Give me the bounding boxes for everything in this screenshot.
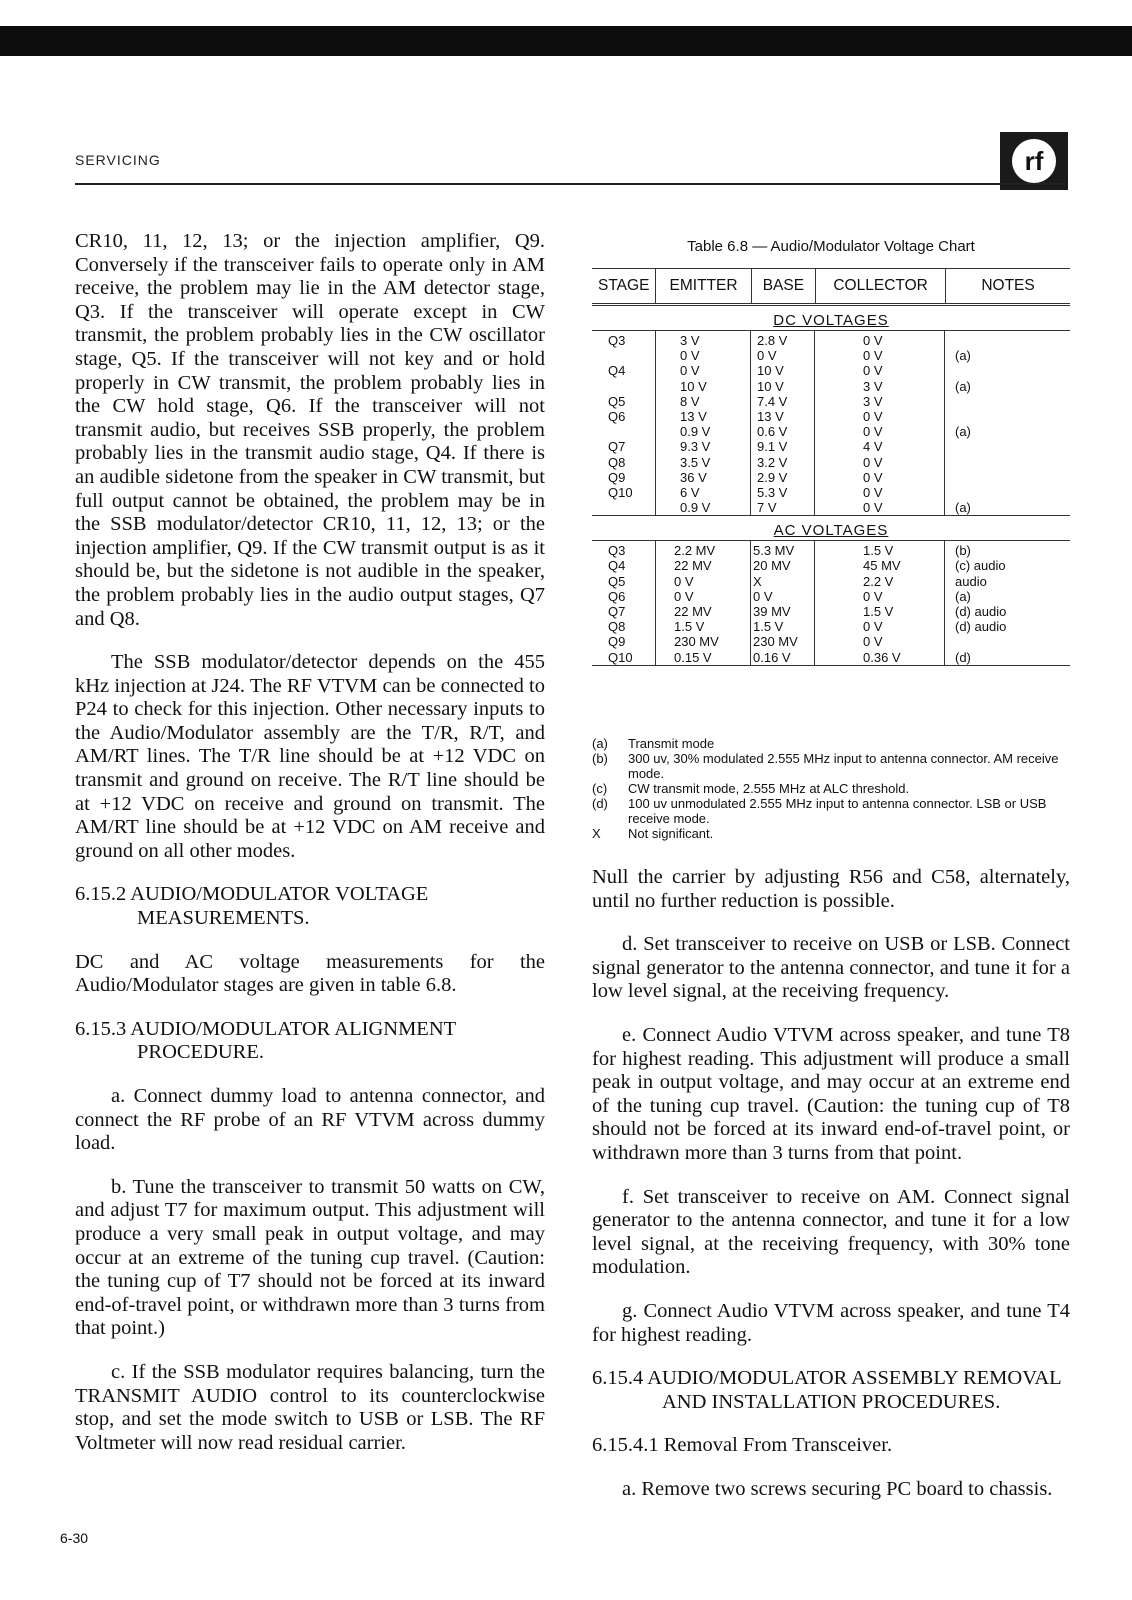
table-cell: Q10	[608, 649, 633, 665]
page-number: 6-30	[60, 1530, 89, 1546]
table-cell: 3 V	[680, 333, 700, 348]
table-cell: 8 V	[680, 393, 700, 409]
table-cell: 10 V	[757, 378, 784, 394]
footnote: (a) Transmit mode	[592, 736, 715, 751]
table-cell	[955, 439, 1067, 454]
right-column	[592, 866, 1070, 1521]
table-cell: 0.9 V	[680, 500, 711, 516]
table-cell: (d) audio	[955, 619, 1007, 635]
table-cell: Q9	[608, 634, 626, 650]
table-cell: Q8	[608, 454, 626, 470]
ac-stage-column	[592, 541, 656, 665]
table-cell: 20 MV	[753, 558, 791, 574]
table-cell: (d)	[955, 649, 971, 665]
table-cell: 0.9 V	[680, 424, 711, 440]
rf-logo-icon: rf	[1012, 139, 1056, 183]
table-cell: 7.4 V	[757, 393, 788, 409]
heading-removal-from-transceiver: 6.15.4.1 Removal From Transceiver.	[592, 1434, 893, 1457]
step-f: f. Set transceiver to receive on AM. Connect signal generator to the antenna connector, and tune it for a low level signal, at the receiving frequency, with 30% tone modulation.	[592, 1185, 1070, 1279]
dc-voltages-grid	[592, 331, 1070, 516]
table-cell: 0 V	[863, 484, 883, 500]
heading-removal-installation: 6.15.4 AUDIO/MODULATOR ASSEMBLY REMOVAL AND INSTALLATION PROCEDURES.	[592, 1367, 1061, 1413]
table-cell: (c) audio	[955, 558, 1006, 574]
step-g: g. Connect Audio VTVM across speaker, and tune T4 for highest reading.	[592, 1299, 1070, 1346]
table-cell: (d) audio	[955, 604, 1007, 619]
step-a: a. Connect dummy load to antenna connector, and connect the RF probe of an RF VTVM across dummy load.	[75, 1085, 545, 1155]
step-c: c. If the SSB modulator requires balancing, turn the TRANSMIT AUDIO control to its counterclockwise stop, and set the mode switch to USB or LSB. The RF Voltmeter will now read residual carrier.	[75, 1360, 545, 1454]
table-cell: 45 MV	[863, 558, 901, 574]
table-cell: (a)	[955, 588, 971, 604]
table-cell: (a)	[955, 424, 971, 440]
header-rule	[75, 183, 1065, 185]
table-cell: X	[753, 573, 762, 589]
table-cell: 2.9 V	[757, 469, 788, 485]
footnote: X Not significant.	[592, 826, 714, 841]
table-cell: Q7	[608, 604, 626, 619]
table-cell: 0 V	[863, 469, 883, 485]
table-cell: 1.5 V	[753, 619, 784, 635]
table-cell: 0 V	[863, 333, 883, 348]
table-cell	[608, 348, 652, 363]
ssb-injection-paragraph: The SSB modulator/detector depends on the 455 kHz injection at J24. The RF VTVM can be connected to P24 to check for this injection. Other necessary inputs to the Audio/Modulator assembly are the T/R, R/T, and AM/RT lines. The T/R line should be at +12 VDC on transmit and ground on receive. The R/T line should be at +12 VDC on receive and ground on transmit. The AM/RT line should be at +12 VDC on AM receive and ground on all other modes.	[75, 651, 545, 862]
table-cell: 5.3 V	[757, 484, 788, 500]
heading-voltage-measurements: 6.15.2 AUDIO/MODULATOR VOLTAGE MEASUREMENTS.	[75, 883, 429, 930]
table-cell: 2.2 V	[863, 573, 894, 589]
table-cell: 5.3 MV	[753, 543, 795, 559]
table-cell: Q6	[608, 408, 626, 424]
table-cell	[955, 485, 1067, 500]
footnote: (d) 100 uv unmodulated 2.555 MHz input to antenna connector. LSB or USB receive mode.	[592, 796, 1047, 826]
table-cell: 0 V	[863, 588, 883, 604]
table-cell: 9.3 V	[680, 439, 711, 455]
table-cell: Q3	[608, 543, 626, 559]
table-cell: 0 V	[757, 348, 777, 364]
footnote: (b) 300 uv, 30% modulated 2.555 MHz input to antenna connector. AM receive mode.	[592, 751, 1059, 781]
table-cell: (a)	[955, 348, 971, 364]
table-cell: 0 V	[863, 619, 883, 635]
table-cell: 3.5 V	[680, 454, 711, 470]
dc-stage-column	[592, 331, 656, 515]
table-cell: 0 V	[674, 588, 694, 604]
col-header-collector: COLLECTOR	[816, 269, 946, 303]
table-cell: Q9	[608, 469, 626, 485]
table-cell: 10 V	[680, 378, 707, 394]
heading-alignment-procedure: 6.15.3 AUDIO/MODULATOR ALIGNMENT PROCEDURE.	[75, 1017, 456, 1064]
table-cell: Q5	[608, 573, 626, 589]
table-cell: 230 MV	[753, 634, 798, 650]
table-cell: Q8	[608, 619, 626, 635]
table-cell: 0 V	[753, 588, 773, 604]
dc-emitter-column	[656, 331, 751, 515]
ac-emitter-column	[656, 541, 751, 665]
table-cell	[955, 455, 1067, 470]
table-cell: 13 V	[757, 408, 784, 424]
col-header-emitter: EMITTER	[656, 269, 751, 303]
table-cell	[955, 363, 1067, 378]
table-cell: Q3	[608, 333, 626, 348]
dc-notes-column	[945, 331, 1070, 515]
top-scan-bar	[0, 26, 1132, 56]
table-cell: 0 V	[863, 634, 883, 650]
col-header-notes: NOTES	[981, 277, 1035, 294]
table-cell: 0.16 V	[753, 649, 791, 665]
table-cell: 2.2 MV	[674, 543, 716, 559]
table-cell: 1.5 V	[863, 543, 894, 559]
table-cell	[608, 500, 652, 515]
table-cell: 13 V	[680, 408, 707, 424]
table-cell: Q6	[608, 588, 626, 604]
table-cell	[955, 333, 1067, 348]
ac-base-column	[751, 541, 815, 665]
table-cell: 7 V	[757, 500, 777, 516]
voltage-table	[592, 268, 1070, 666]
table-cell: 9.1 V	[757, 439, 788, 455]
table-cell	[955, 409, 1067, 424]
step-b: b. Tune the transceiver to transmit 50 watts on CW, and adjust T7 for maximum output. This adjustment will produce a very small peak in output voltage, and may occur at an extreme of the tuning cup travel. (Caution: the tuning cup of T7 should not be forced at its inward end-of-travel point, or withdrawn more than 3 turns from that point.)	[75, 1175, 545, 1340]
troubleshooting-paragraph: CR10, 11, 12, 13; or the injection amplifier, Q9. Conversely if the transceiver fails to operate only in AM receive, the problem may lie in the AM detector stage, Q3. If the transceiver will operate except in CW transmit, the problem probably lies in the CW oscillator stage, Q5. If the transceiver will not key and or hold properly in CW transmit, the problem probably lies in the CW hold stage, Q6. If the transceiver will not transmit audio, but receives SSB properly, the problem probably lies in the transmit audio stage, Q4. If there is an audible sidetone from the speaker in CW transmit, but full output cannot be obtained, the problem may be in the SSB modulator/detector CR10, 11, 12, 13; or the injection amplifier, Q9. If the CW transmit output is as it should be, but the sidetone is not audible in the speaker, the problem probably lies in the audio output stages, Q7 and Q8.	[75, 230, 545, 630]
table-cell: Q7	[608, 439, 626, 455]
left-column	[75, 230, 545, 1475]
table-cell: 39 MV	[753, 604, 791, 619]
table-footnotes	[592, 736, 1070, 841]
table-cell: (b)	[955, 543, 971, 559]
table-cell	[955, 634, 1067, 649]
table-cell: 2.8 V	[757, 333, 788, 348]
table-cell: Q10	[608, 484, 633, 500]
step-e: e. Connect Audio VTVM across speaker, and tune T8 for highest reading. This adjustment will produce a small peak in output voltage, and may occur at an extreme end of the tuning cup travel. (Caution: the tuning cup of T8 should not be forced at its inward end-of-travel point, or withdrawn more than 3 turns from that point.	[592, 1023, 1070, 1164]
table-cell	[608, 424, 652, 439]
table-cell: (a)	[955, 378, 971, 394]
step-d: d. Set transceiver to receive on USB or LSB. Connect signal generator to the antenna connector, and tune it for a low level signal, at the receiving frequency.	[592, 933, 1070, 1003]
section-label: SERVICING	[75, 152, 161, 168]
table-cell: Q4	[608, 363, 626, 379]
table-cell	[955, 470, 1067, 485]
table-cell: 0 V	[680, 348, 700, 364]
voltage-measurements-paragraph: DC and AC voltage measurements for the Audio/Modulator stages are given in table 6.8.	[75, 950, 545, 997]
rf-logo	[1000, 132, 1068, 190]
col-header-base: BASE	[752, 269, 816, 303]
table-cell	[955, 394, 1067, 409]
table-cell: audio	[955, 573, 987, 589]
table-cell: 0 V	[680, 363, 700, 379]
table-cell: 10 V	[757, 363, 784, 379]
table-header	[592, 268, 1070, 306]
dc-voltages-label: DC VOLTAGES	[592, 306, 1070, 331]
removal-step-a: a. Remove two screws securing PC board to chassis.	[622, 1477, 1053, 1500]
ac-collector-column	[815, 541, 945, 665]
table-cell: 0.6 V	[757, 424, 788, 440]
dc-collector-column	[815, 331, 945, 515]
table-cell: 3 V	[863, 393, 883, 409]
table-cell: 0.15 V	[674, 649, 712, 665]
table-cell: Q4	[608, 558, 626, 574]
table-title: Table 6.8 — Audio/Modulator Voltage Chart	[687, 238, 975, 255]
table-cell: Q5	[608, 393, 626, 409]
table-cell: 0 V	[863, 454, 883, 470]
table-cell: 22 MV	[674, 558, 712, 574]
table-cell: 22 MV	[674, 604, 712, 619]
table-cell: 0 V	[863, 363, 883, 379]
table-cell: 0 V	[863, 424, 883, 440]
null-carrier-paragraph: Null the carrier by adjusting R56 and C58, alternately, until no further reduction is possible.	[592, 866, 1070, 912]
table-cell: 1.5 V	[863, 604, 894, 619]
ac-voltages-label: AC VOLTAGES	[592, 516, 1070, 541]
table-cell: (a)	[955, 500, 971, 516]
footnote: (c) CW transmit mode, 2.555 MHz at ALC threshold.	[592, 781, 910, 796]
ac-voltages-grid	[592, 541, 1070, 666]
table-cell: 3 V	[863, 378, 883, 394]
table-cell: 1.5 V	[674, 619, 705, 635]
table-cell: 0 V	[863, 408, 883, 424]
table-cell: 3.2 V	[757, 454, 788, 470]
col-header-stage: STAGE	[592, 269, 656, 303]
dc-base-column	[751, 331, 815, 515]
table-cell: 36 V	[680, 469, 707, 485]
table-cell: 230 MV	[674, 634, 719, 650]
table-cell	[608, 379, 652, 394]
table-cell: 0 V	[863, 348, 883, 364]
table-cell: 0.36 V	[863, 649, 901, 665]
table-cell: 0 V	[674, 573, 694, 589]
ac-notes-column	[945, 541, 1070, 665]
table-cell: 6 V	[680, 484, 700, 500]
table-cell: 4 V	[863, 439, 883, 455]
table-cell: 0 V	[863, 500, 883, 516]
